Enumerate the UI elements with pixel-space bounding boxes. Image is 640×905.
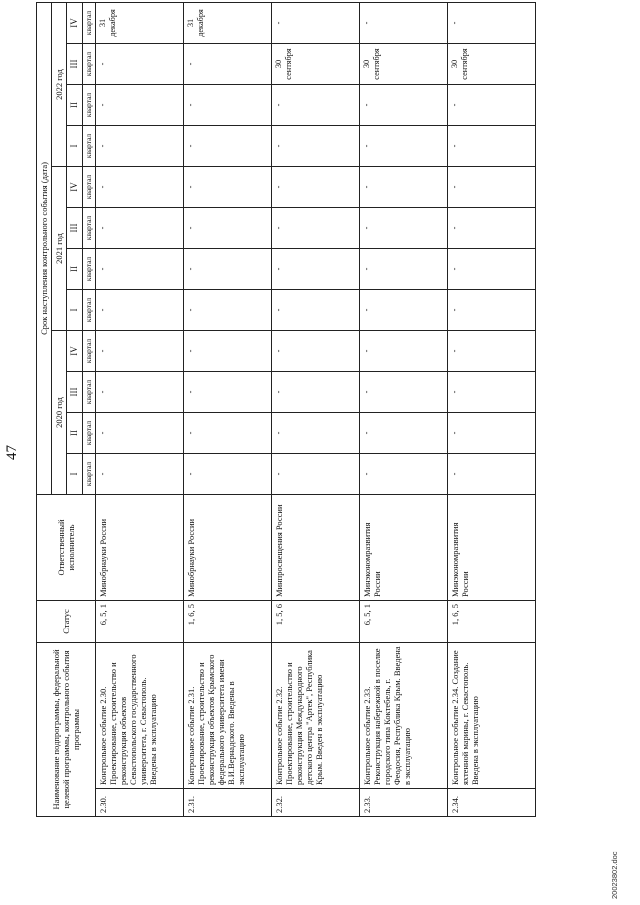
executor-column-header: Ответственный исполнитель bbox=[37, 495, 96, 601]
quarter-date-cell: - bbox=[184, 413, 272, 454]
quarter-label: квартал bbox=[82, 208, 96, 249]
quarter-date-cell: - bbox=[448, 454, 536, 495]
quarter-date-cell: - bbox=[184, 331, 272, 372]
event-name: Контрольное событие 2.34. Создание яхтенной марины, г. Севастополь. Введена в эксплуатацию bbox=[448, 643, 536, 789]
quarter-date-cell: - bbox=[96, 454, 184, 495]
quarter-date-cell: - bbox=[272, 85, 360, 126]
quarter-number: II bbox=[67, 249, 83, 290]
quarter-date-cell: - bbox=[448, 249, 536, 290]
quarter-date-cell: 30 сентября bbox=[360, 44, 448, 85]
quarter-date-cell: - bbox=[360, 167, 448, 208]
quarter-date-cell: 31 декабря bbox=[96, 2, 184, 43]
quarter-label: квартал bbox=[82, 249, 96, 290]
quarter-date-cell: - bbox=[272, 2, 360, 43]
responsible-executor: Минэкономразвития России bbox=[448, 495, 536, 601]
responsible-executor: Минобрнауки России bbox=[96, 495, 184, 601]
year-header: 2020 год bbox=[52, 331, 67, 495]
quarter-date-cell: - bbox=[184, 126, 272, 167]
quarter-date-cell: - bbox=[272, 454, 360, 495]
quarter-label: квартал bbox=[82, 290, 96, 331]
quarter-date-cell: - bbox=[448, 331, 536, 372]
row-number: 2.30. bbox=[96, 789, 184, 817]
status-code: 6, 5, 1 bbox=[96, 601, 184, 643]
quarter-date-cell: - bbox=[360, 413, 448, 454]
page-number: 47 bbox=[4, 445, 20, 460]
table-row bbox=[184, 2, 272, 816]
quarter-label: квартал bbox=[82, 331, 96, 372]
quarter-date-cell: - bbox=[448, 290, 536, 331]
quarter-date-cell: - bbox=[184, 85, 272, 126]
quarter-date-cell: 30 сентября bbox=[272, 44, 360, 85]
table-row bbox=[360, 2, 448, 816]
term-column-header: Срок наступления контрольного события (дата) bbox=[37, 2, 52, 494]
quarter-date-cell: - bbox=[184, 290, 272, 331]
quarter-date-cell: - bbox=[360, 208, 448, 249]
status-code: 1, 6, 5 bbox=[448, 601, 536, 643]
event-name: Контрольное событие 2.33. Реконструкция набережной в поселке городского типа Коктебель, г. Феодосия, Республика Крым. Введена в эксплуатацию bbox=[360, 643, 448, 789]
row-number: 2.33. bbox=[360, 789, 448, 817]
quarter-date-cell: - bbox=[184, 44, 272, 85]
event-name: Контрольное событие 2.30. Проектирование, строительство и реконструкция объектов Севастопольского государственного университета, г. Севастополь. Введены в эксплуатацию bbox=[96, 643, 184, 789]
quarter-date-cell: - bbox=[448, 208, 536, 249]
quarter-number: I bbox=[67, 454, 83, 495]
table-body bbox=[96, 2, 536, 816]
quarter-number: II bbox=[67, 85, 83, 126]
quarter-number: IV bbox=[67, 167, 83, 208]
quarter-date-cell: - bbox=[272, 126, 360, 167]
quarter-label: квартал bbox=[82, 413, 96, 454]
quarter-label: квартал bbox=[82, 2, 96, 43]
quarter-date-cell: - bbox=[448, 126, 536, 167]
quarter-date-cell: - bbox=[448, 372, 536, 413]
quarter-date-cell: 31 декабря bbox=[184, 2, 272, 43]
quarter-date-cell: - bbox=[272, 290, 360, 331]
quarter-date-cell: - bbox=[184, 208, 272, 249]
year-header: 2022 год bbox=[52, 2, 67, 166]
table-row bbox=[448, 2, 536, 816]
quarter-date-cell: - bbox=[96, 44, 184, 85]
quarter-date-cell: - bbox=[360, 372, 448, 413]
responsible-executor: Минэкономразвития России bbox=[360, 495, 448, 601]
row-number: 2.34. bbox=[448, 789, 536, 817]
quarter-number: III bbox=[67, 208, 83, 249]
quarter-date-cell: - bbox=[272, 208, 360, 249]
quarter-date-cell: - bbox=[448, 167, 536, 208]
quarter-date-cell: - bbox=[272, 249, 360, 290]
quarter-date-cell: - bbox=[184, 167, 272, 208]
quarter-number: III bbox=[67, 44, 83, 85]
file-name: 20023802.doc bbox=[610, 851, 619, 899]
quarter-label: квартал bbox=[82, 44, 96, 85]
row-number: 2.31. bbox=[184, 789, 272, 817]
status-code: 1, 6, 5 bbox=[184, 601, 272, 643]
name-column-header: Наименование подпрограммы, федеральной целевой программы, контрольного события программы bbox=[37, 643, 96, 817]
quarter-date-cell: - bbox=[272, 413, 360, 454]
quarter-number: I bbox=[67, 290, 83, 331]
quarter-date-cell: 30 сентября bbox=[448, 44, 536, 85]
quarter-date-cell: - bbox=[96, 85, 184, 126]
quarter-label: квартал bbox=[82, 372, 96, 413]
quarter-number: III bbox=[67, 372, 83, 413]
quarter-date-cell: - bbox=[360, 454, 448, 495]
quarter-date-cell: - bbox=[360, 126, 448, 167]
quarter-date-cell: - bbox=[360, 290, 448, 331]
table-row bbox=[272, 2, 360, 816]
quarter-number: IV bbox=[67, 2, 83, 43]
quarter-label: квартал bbox=[82, 126, 96, 167]
responsible-executor: Минобрнауки России bbox=[184, 495, 272, 601]
quarter-date-cell: - bbox=[272, 167, 360, 208]
year-header: 2021 год bbox=[52, 167, 67, 331]
quarter-date-cell: - bbox=[96, 126, 184, 167]
quarter-date-cell: - bbox=[272, 372, 360, 413]
status-code: 1, 5, 6 bbox=[272, 601, 360, 643]
responsible-executor: Минпросвещения России bbox=[272, 495, 360, 601]
quarter-date-cell: - bbox=[96, 290, 184, 331]
quarter-date-cell: - bbox=[184, 454, 272, 495]
quarter-date-cell: - bbox=[96, 167, 184, 208]
header-row-1 bbox=[37, 2, 52, 816]
quarter-date-cell: - bbox=[272, 331, 360, 372]
quarter-date-cell: - bbox=[184, 372, 272, 413]
quarter-label: квартал bbox=[82, 167, 96, 208]
quarter-date-cell: - bbox=[360, 331, 448, 372]
quarter-date-cell: - bbox=[448, 413, 536, 454]
quarter-number: IV bbox=[67, 331, 83, 372]
quarter-date-cell: - bbox=[448, 85, 536, 126]
row-number: 2.32. bbox=[272, 789, 360, 817]
quarter-date-cell: - bbox=[96, 249, 184, 290]
quarter-date-cell: - bbox=[360, 2, 448, 43]
table-row bbox=[96, 2, 184, 816]
status-column-header: Статус bbox=[37, 601, 96, 643]
quarter-date-cell: - bbox=[448, 2, 536, 43]
quarter-date-cell: - bbox=[360, 249, 448, 290]
quarter-date-cell: - bbox=[96, 208, 184, 249]
event-name: Контрольное событие 2.31. Проектирование, строительство и реконструкция объектов Крымского федерального университета имени В.И.Вернадского. Введены в эксплуатацию bbox=[184, 643, 272, 789]
quarter-label: квартал bbox=[82, 454, 96, 495]
quarter-date-cell: - bbox=[96, 413, 184, 454]
quarter-label: квартал bbox=[82, 85, 96, 126]
quarter-number: II bbox=[67, 413, 83, 454]
quarter-number: I bbox=[67, 126, 83, 167]
quarter-date-cell: - bbox=[360, 85, 448, 126]
status-code: 6, 5, 1 bbox=[360, 601, 448, 643]
event-name: Контрольное событие 2.32. Проектирование, строительство и реконструкция Международного детского центра "Артек", Республика Крым. Введен в эксплуатацию bbox=[272, 643, 360, 789]
quarter-date-cell: - bbox=[184, 249, 272, 290]
quarter-date-cell: - bbox=[96, 372, 184, 413]
control-events-table bbox=[36, 2, 536, 817]
quarter-date-cell: - bbox=[96, 331, 184, 372]
